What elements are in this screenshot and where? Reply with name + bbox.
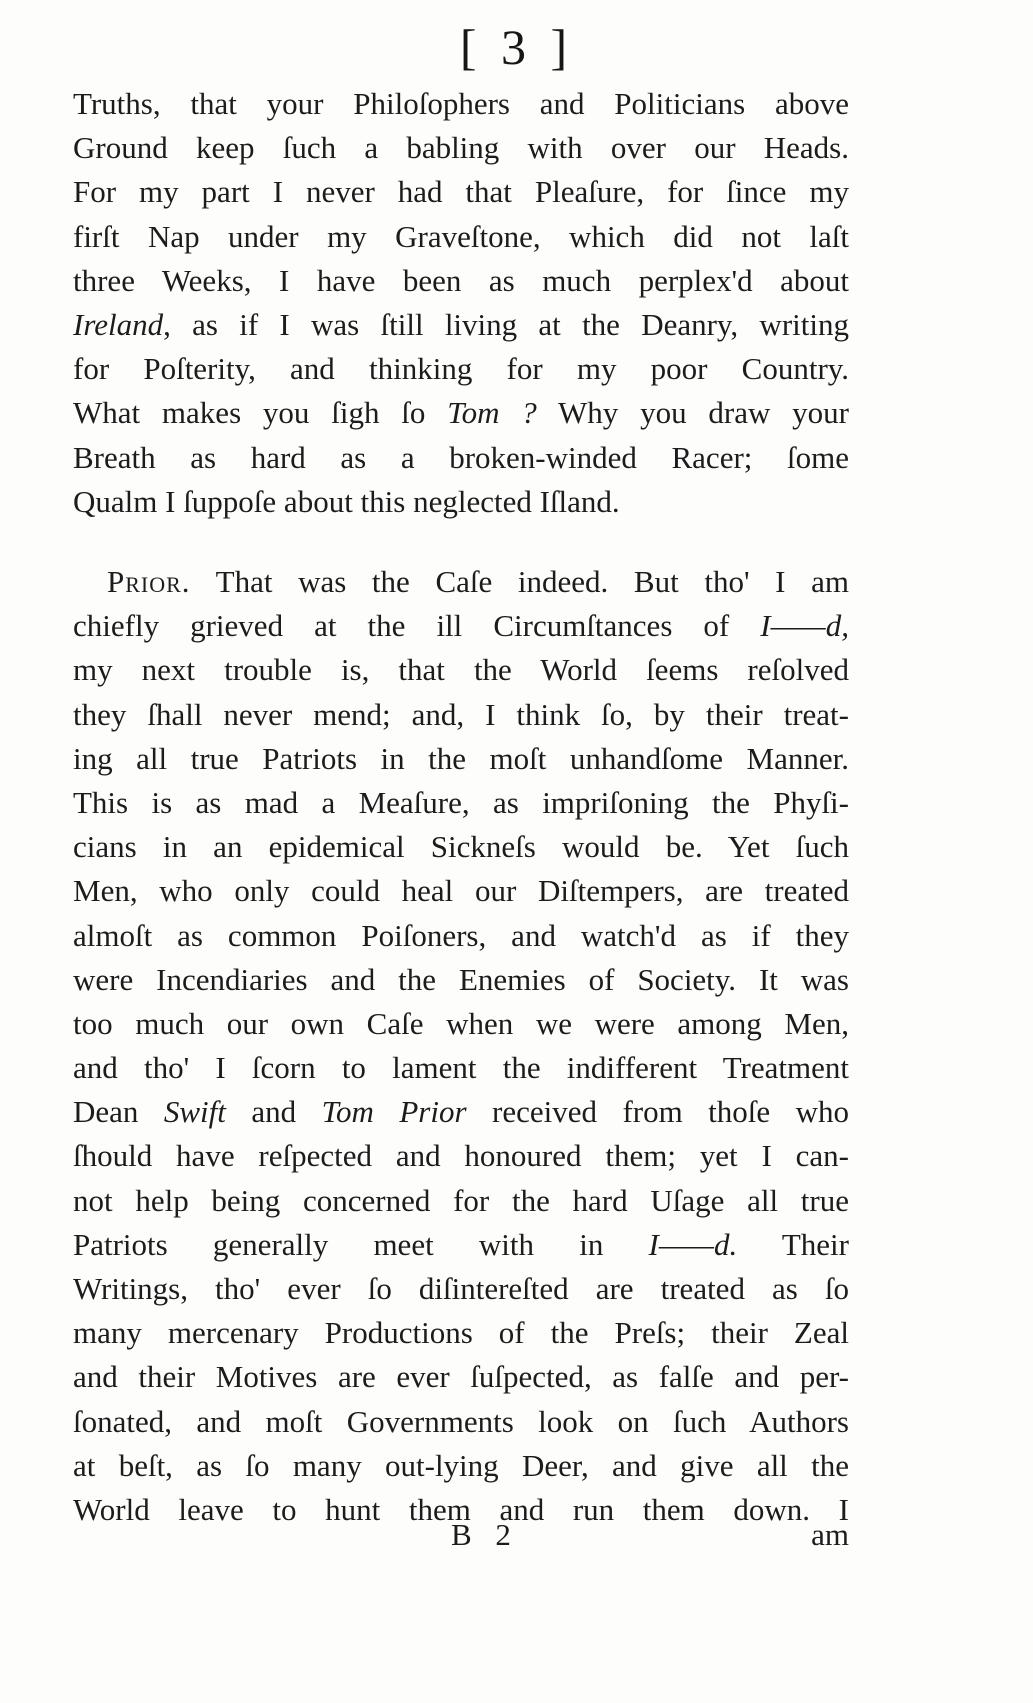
paragraph-1	[73, 82, 849, 524]
text-run: Why you draw your	[536, 395, 849, 431]
text-run: Their	[737, 1226, 849, 1262]
italic-text: Swift	[163, 1094, 226, 1130]
text-line	[73, 1179, 849, 1223]
text-line	[73, 1355, 849, 1399]
text-run: ſhould have reſpected and honoured them; yet I can-	[73, 1138, 849, 1174]
signature-mark: B 2	[451, 1517, 519, 1552]
text-line	[73, 391, 849, 435]
text-line	[73, 259, 849, 303]
text-line	[73, 480, 849, 524]
catchword: am	[811, 1517, 849, 1552]
text-line	[73, 1046, 849, 1090]
text-line	[73, 347, 849, 391]
text-run: and tho' I ſcorn to lament the indifferent Treatment	[73, 1050, 849, 1086]
text-run: almoſt as common Poiſoners, and watch'd as if they	[73, 917, 849, 953]
text-run: ing all true Patriots in the moſt unhandſome Manner.	[73, 740, 849, 776]
text-line	[73, 914, 849, 958]
text-run: too much our own Caſe when we were among Men,	[73, 1005, 849, 1041]
text-line	[73, 82, 849, 126]
text-line	[73, 1444, 849, 1488]
text-run: they ſhall never mend; and, I think ſo, by their treat-	[73, 696, 849, 732]
text-line	[73, 825, 849, 869]
text-run: my next trouble is, that the World ſeems reſolved	[73, 652, 849, 688]
text-run: chiefly grieved at the ill Circumſtances of	[73, 608, 761, 644]
text-line	[73, 126, 849, 170]
text-run: Qualm I ſuppoſe about this neglected Iſland.	[73, 483, 620, 519]
text-line	[73, 604, 849, 648]
text-run: firſt Nap under my Graveſtone, which did not laſt	[73, 218, 849, 254]
text-line	[73, 737, 849, 781]
text-run: That was the Caſe indeed. But tho' I am	[190, 564, 849, 599]
italic-text: I——d,	[760, 608, 849, 644]
text-run: not help being concerned for the hard Uſage all true	[73, 1182, 849, 1218]
text-run: ſonated, and moſt Governments look on ſuch Authors	[73, 1403, 849, 1439]
text-run: and	[225, 1094, 322, 1130]
text-line	[73, 693, 849, 737]
text-run: This is as mad a Meaſure, as impriſoning the Phyſi-	[73, 784, 849, 820]
page-number: [ 3 ]	[459, 19, 574, 75]
text-run: received from thoſe who	[466, 1094, 850, 1130]
text-run: many mercenary Productions of the Preſs; their Zeal	[73, 1315, 849, 1351]
text-line	[73, 1400, 849, 1444]
text-run: for Poſterity, and thinking for my poor Country.	[73, 351, 849, 387]
text-run: and their Motives are ever ſuſpected, as falſe and per-	[73, 1359, 849, 1395]
text-run: For my part I never had that Pleaſure, for ſince my	[73, 174, 849, 210]
text-run: Truths, that your Philoſophers and Politicians above	[73, 86, 849, 121]
page-footer	[73, 1513, 849, 1557]
text-run: Ground keep ſuch a babling with over our Heads.	[73, 130, 849, 166]
text-line	[73, 958, 849, 1002]
italic-text: Tom ?	[447, 395, 537, 431]
text-line	[73, 1134, 849, 1178]
text-run: Patriots generally meet with in	[73, 1226, 649, 1262]
text-line	[73, 560, 849, 604]
text-line	[73, 170, 849, 214]
text-run: Men, who only could heal our Diſtempers, are treated	[73, 873, 849, 909]
text-run: , as if I was ſtill living at the Deanry, writing	[163, 306, 849, 342]
italic-text: Tom Prior	[321, 1094, 467, 1130]
text-line	[73, 869, 849, 913]
paragraph-2	[73, 560, 849, 1532]
text-line	[73, 1267, 849, 1311]
text-line	[73, 1002, 849, 1046]
text-line	[73, 1223, 849, 1267]
text-line	[73, 436, 849, 480]
text-line	[73, 303, 849, 347]
text-run: three Weeks, I have been as much perplex'd about	[73, 262, 849, 298]
text-run: cians in an epidemical Sickneſs would be. Yet ſuch	[73, 829, 849, 865]
text-run: at beſt, as ſo many out-lying Deer, and give all the	[73, 1447, 849, 1483]
italic-text: I——d.	[648, 1226, 738, 1262]
italic-text: Ireland	[73, 306, 164, 342]
text-run: Breath as hard as a broken-winded Racer; ſome	[73, 439, 849, 475]
speaker-name: Prior.	[107, 564, 191, 599]
text-line	[73, 1090, 849, 1134]
text-run: were Incendiaries and the Enemies of Society. It was	[73, 961, 849, 997]
text-line	[73, 215, 849, 259]
text-run: Dean	[73, 1094, 164, 1130]
text-run: Writings, tho' ever ſo diſintereſted are treated as ſo	[73, 1271, 849, 1306]
text-line	[73, 781, 849, 825]
text-run: What makes you ſigh ſo	[73, 395, 448, 431]
text-run: World leave to hunt them and run them down. I	[73, 1491, 849, 1527]
text-line	[73, 648, 849, 692]
text-line	[73, 1311, 849, 1355]
